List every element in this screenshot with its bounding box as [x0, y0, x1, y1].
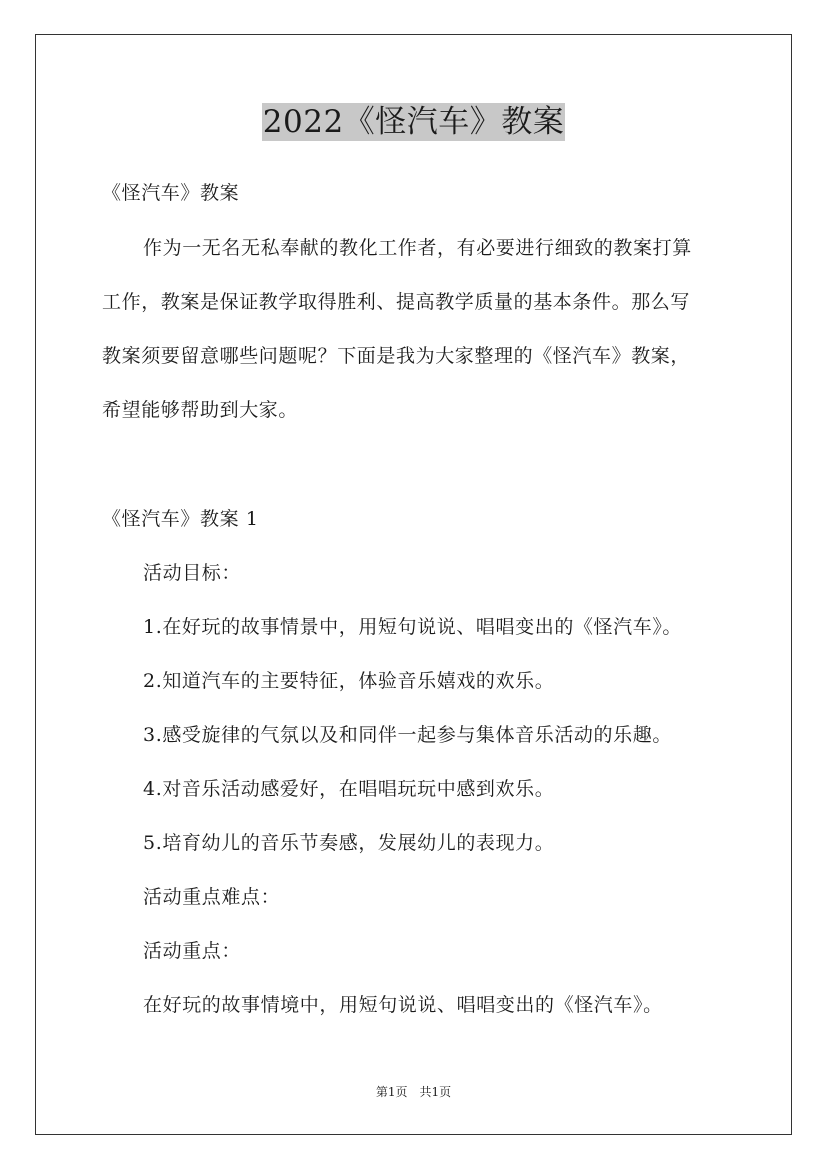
- key-heading: 活动重点：: [143, 940, 242, 962]
- goal-item-1: 1.在好玩的故事情景中，用短句说说、唱唱变出的《怪汽车》。: [143, 616, 683, 638]
- intro-line-1: 作为一无名无私奉献的教化工作者，有必要进行细致的教案打算: [143, 237, 692, 259]
- subtitle: 《怪汽车》教案: [102, 182, 240, 204]
- intro-line-3: 教案须要留意哪些问题呢？下面是我为大家整理的《怪汽车》教案，: [102, 345, 691, 367]
- goals-heading: 活动目标：: [143, 562, 242, 584]
- document-title: 2022《怪汽车》教案: [262, 104, 565, 140]
- intro-line-2: 工作，教案是保证教学取得胜利、提高教学质量的基本条件。那么写: [102, 291, 691, 313]
- page-footer: 第1页 共1页: [375, 1085, 452, 1099]
- goal-item-5: 5.培育幼儿的音乐节奏感，发展幼儿的表现力。: [143, 832, 555, 854]
- key-text: 在好玩的故事情境中，用短句说说、唱唱变出的《怪汽车》。: [143, 994, 663, 1016]
- goal-item-4: 4.对音乐活动感爱好，在唱唱玩玩中感到欢乐。: [143, 778, 555, 800]
- title-container: [0, 103, 827, 141]
- section-heading: 《怪汽车》教案 1: [102, 508, 259, 530]
- intro-line-4: 希望能够帮助到大家。: [102, 399, 299, 421]
- goal-item-2: 2.知道汽车的主要特征，体验音乐嬉戏的欢乐。: [143, 670, 555, 692]
- key-difficult-heading: 活动重点难点：: [143, 886, 281, 908]
- goal-item-3: 3.感受旋律的气氛以及和同伴一起参与集体音乐活动的乐趣。: [143, 724, 672, 746]
